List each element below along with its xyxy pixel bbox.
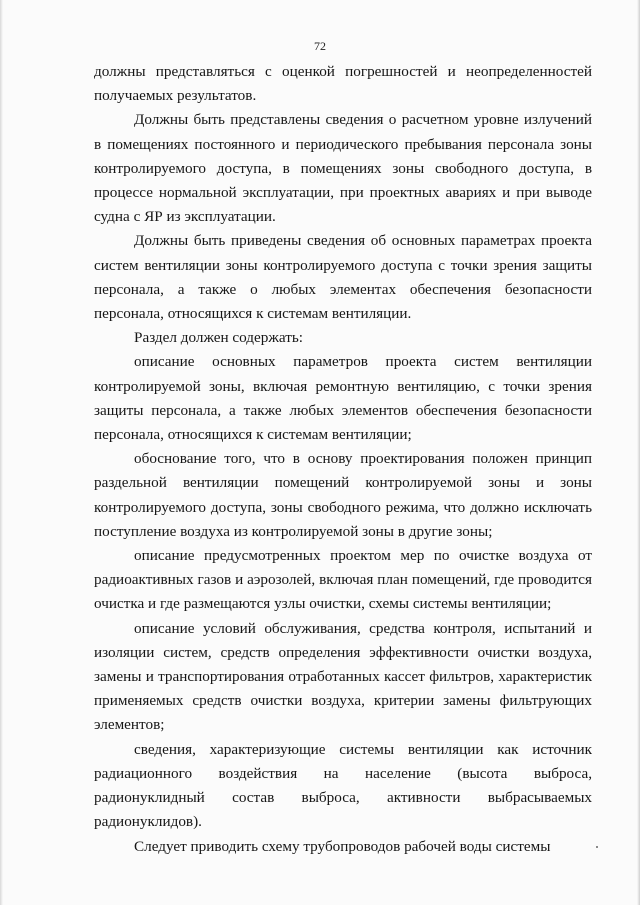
paragraph: Раздел должен содержать: bbox=[134, 329, 303, 347]
list-item: обоснование того, что в основу проектирования положен принцип раздельной вентиляции помещений контролируемой зоны и зоны контролируемого доступа, зоны свободного режима, что должно исключать поступление воздуха из контролируемой зоны в другие зоны; bbox=[94, 450, 592, 540]
list-item: сведения, характеризующие системы вентиляции как источник радиационного воздействия на население (высота выброса, радионуклидный состав выброса, активности выбрасываемых радионуклидов). bbox=[94, 740, 592, 831]
paragraph: Следует приводить схему трубопроводов рабочей воды системы bbox=[134, 837, 551, 855]
paragraph: должны представляться с оценкой погрешностей и неопределенностей получаемых результатов. bbox=[94, 63, 592, 105]
list-item: описание основных параметров проекта систем вентиляции контролируемой зоны, включая ремонтную вентиляцию, с точки зрения защиты персонала, а также любых элементов обеспечения безопасности персонала, относящихся к системам вентиляции; bbox=[94, 353, 592, 444]
page-number: 72 bbox=[314, 39, 326, 53]
list-item: описание предусмотренных проектом мер по очистке воздуха от радиоактивных газов и аэрозолей, включая план помещений, где проводится очистка и где размещаются узлы очистки, схемы системы вентиляции; bbox=[94, 547, 592, 613]
page-left-edge bbox=[0, 0, 3, 905]
paragraph: Должны быть представлены сведения о расчетном уровне излучений в помещениях постоянного и периодического пребывания персонала зоны контролируемого доступа, в помещениях зоны свободного доступа, в процессе нормальной эксплуатации, при проектных авариях и при выводе судна с ЯР из эксплуатации. bbox=[94, 111, 592, 226]
document-body bbox=[94, 60, 592, 859]
list-item: описание условий обслуживания, средства контроля, испытаний и изоляции систем, средств определения эффективности очистки воздуха, замены и транспортирования отработанных кассет фильтров, характеристик применяемых средств очистки воздуха, критерии замены фильтрующих элементов; bbox=[94, 619, 592, 734]
scan-speck bbox=[596, 846, 598, 848]
paragraph: Должны быть приведены сведения об основных параметрах проекта систем вентиляции зоны контролируемого доступа с точки зрения защиты персонала, а также о любых элементах обеспечения безопасности персонала, относящихся к системам вентиляции. bbox=[94, 232, 592, 323]
